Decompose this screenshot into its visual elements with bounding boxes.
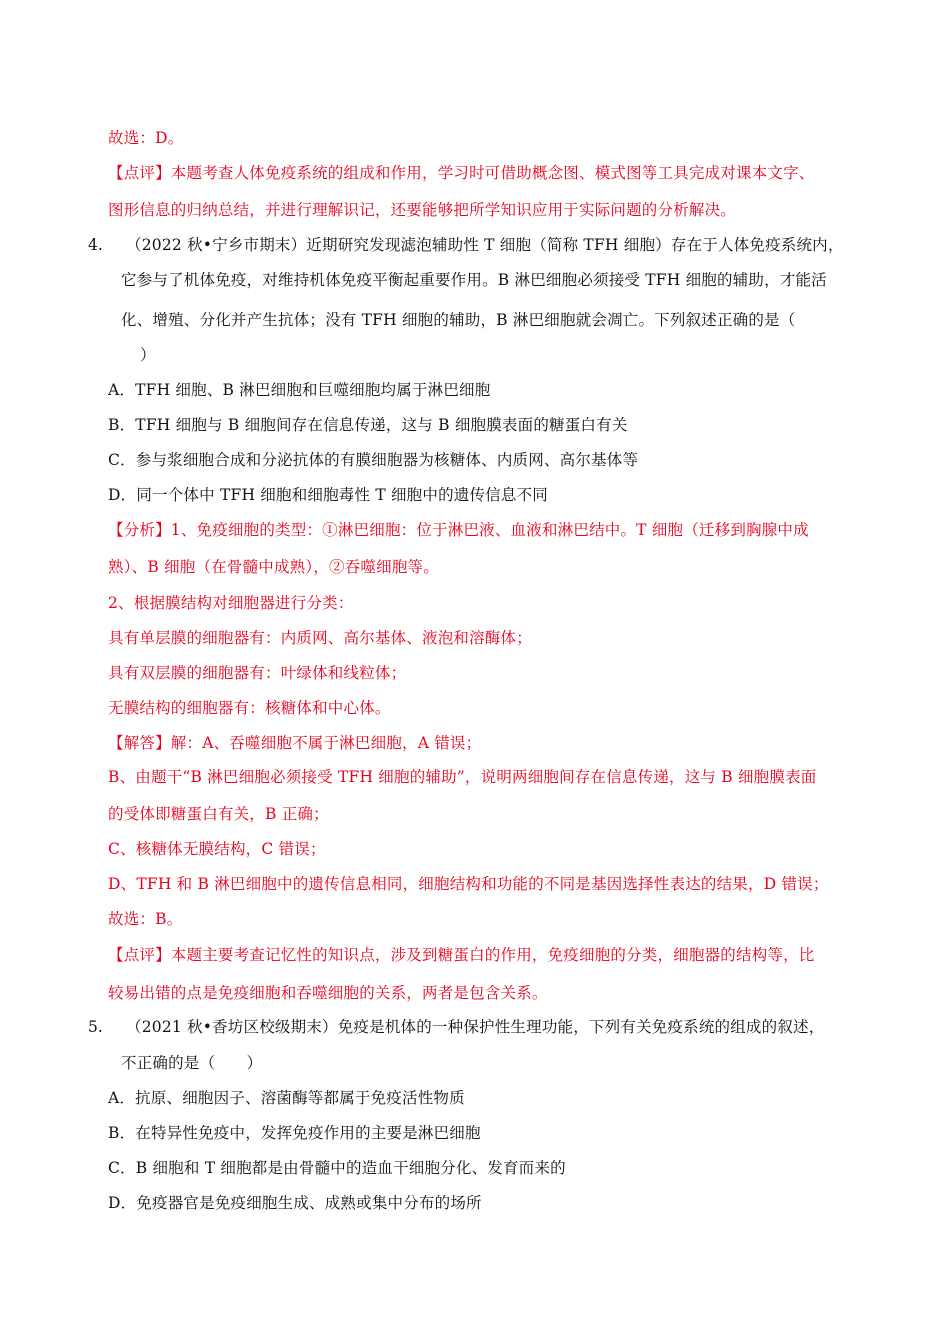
q3-comment-line-2: 图形信息的归纳总结，并进行理解识记，还要能够把所学知识应用于实际问题的分析解决。 — [108, 201, 737, 219]
q4-solution-line-1: 【解答】解：A、吞噬细胞不属于淋巴细胞，A 错误； — [108, 734, 482, 752]
q4-stem-line-3: 化、增殖、分化并产生抗体；没有 TFH 细胞的辅助，B 淋巴细胞就会凋亡。下列叙述正确的是（ — [121, 311, 796, 329]
q4-stem-line-4: ） — [140, 346, 156, 364]
q4-comment-line-1: 【点评】本题主要考查记忆性的知识点，涉及到糖蛋白的作用，免疫细胞的分类，细胞器的结构等，比 — [108, 946, 815, 964]
q4-stem-line-1: （2022 秋•宁乡市期末）近期研究发现滤泡辅助性 T 细胞（简称 TFH 细胞）存在于人体免疫系统内， — [126, 236, 844, 254]
q4-analysis-line-5: 具有双层膜的细胞器有：叶绿体和线粒体； — [108, 664, 407, 682]
q4-option-c: C．参与浆细胞合成和分泌抗体的有膜细胞器为核糖体、内质网、高尔基体等 — [108, 451, 639, 469]
q5-stem-line-1: （2021 秋•香坊区校级期末）免疫是机体的一种保护性生理功能，下列有关免疫系统的组成的叙述， — [126, 1018, 825, 1036]
q5-option-d: D．免疫器官是免疫细胞生成、成熟或集中分布的场所 — [108, 1194, 482, 1212]
q4-option-b: B．TFH 细胞与 B 细胞间存在信息传递，这与 B 细胞膜表面的糖蛋白有关 — [108, 416, 628, 434]
q3-answer: 故选：D。 — [108, 129, 184, 147]
q4-comment-line-2: 较易出错的点是免疫细胞和吞噬细胞的关系，两者是包含关系。 — [108, 984, 548, 1002]
q5-option-c: C．B 细胞和 T 细胞都是由骨髓中的造血干细胞分化、发育而来的 — [108, 1159, 566, 1177]
q4-solution-line-6: 故选：B。 — [108, 910, 183, 928]
q4-option-a: A．TFH 细胞、B 淋巴细胞和巨噬细胞均属于淋巴细胞 — [108, 381, 491, 399]
q5-stem-line-2: 不正确的是（ ） — [121, 1054, 263, 1072]
q4-analysis-line-3: 2、根据膜结构对细胞器进行分类： — [108, 594, 354, 612]
q4-solution-line-2: B、由题干“B 淋巴细胞必须接受 TFH 细胞的辅助”，说明两细胞间存在信息传递，这与 B 细胞膜表面 — [108, 768, 817, 786]
q4-option-d: D．同一个体中 TFH 细胞和细胞毒性 T 细胞中的遗传信息不同 — [108, 486, 548, 504]
q4-number: 4. — [88, 236, 103, 254]
q4-solution-line-4: C、核糖体无膜结构，C 错误； — [108, 840, 326, 858]
q5-option-a: A．抗原、细胞因子、溶菌酶等都属于免疫活性物质 — [108, 1089, 465, 1107]
q3-comment-line-1: 【点评】本题考查人体免疫系统的组成和作用，学习时可借助概念图、模式图等工具完成对课本文字、 — [108, 164, 815, 182]
q4-analysis-line-1: 【分析】1、免疫细胞的类型：①淋巴细胞：位于淋巴液、血液和淋巴结中。T 细胞（迁移到胸腺中成 — [108, 521, 809, 539]
q4-solution-line-3: 的受体即糖蛋白有关，B 正确； — [108, 805, 329, 823]
q4-analysis-line-6: 无膜结构的细胞器有：核糖体和中心体。 — [108, 699, 391, 717]
q4-solution-line-5: D、TFH 和 B 淋巴细胞中的遗传信息相同，细胞结构和功能的不同是基因选择性表达的结果，D 错误； — [108, 875, 829, 893]
q5-option-b: B．在特异性免疫中，发挥免疫作用的主要是淋巴细胞 — [108, 1124, 481, 1142]
q4-stem-line-2: 它参与了机体免疫，对维持机体免疫平衡起重要作用。B 淋巴细胞必须接受 TFH 细胞的辅助，才能活 — [121, 271, 827, 289]
q4-analysis-line-2: 熟）、B 细胞（在骨髓中成熟），②吞噬细胞等。 — [108, 558, 439, 576]
q5-number: 5. — [88, 1018, 103, 1036]
q4-analysis-line-4: 具有单层膜的细胞器有：内质网、高尔基体、液泡和溶酶体； — [108, 629, 532, 647]
